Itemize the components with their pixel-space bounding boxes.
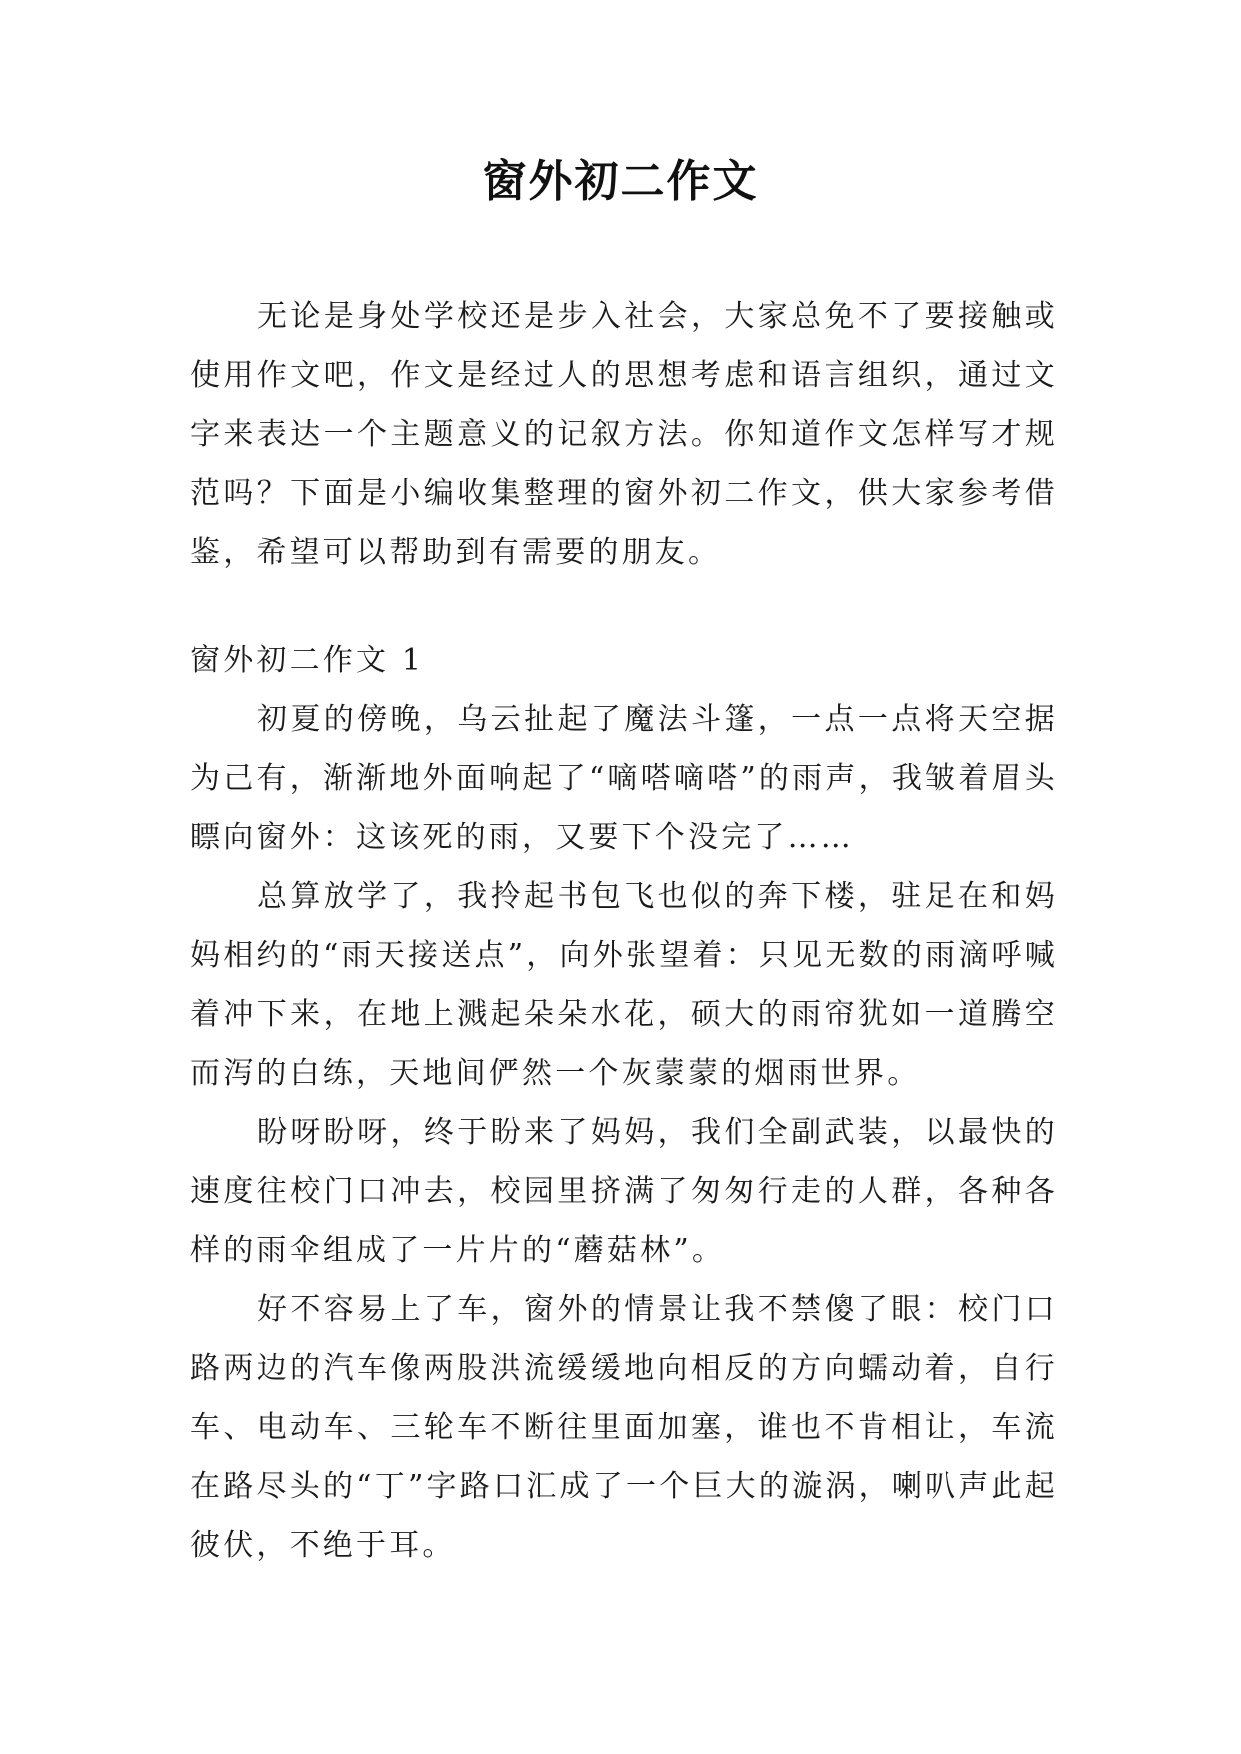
- section-gap: [190, 582, 1058, 631]
- body-paragraph-3: 盼呀盼呀，终于盼来了妈妈，我们全副武装，以最快的速度往校门口冲去，校园里挤满了匆匆行走的人群，各种各样的雨伞组成了一片片的“蘑菇林”。: [190, 1115, 1058, 1268]
- intro-paragraph: 无论是身处学校还是步入社会，大家总免不了要接触或使用作文吧，作文是经过人的思想考虑和语言组织，通过文字来表达一个主题意义的记叙方法。你知道作文怎样写才规范吗？下面是小编收集整理的窗外初二作文，供大家参考借鉴，希望可以帮助到有需要的朋友。: [190, 299, 1058, 570]
- document-body: [190, 287, 1058, 1575]
- section-heading: 窗外初二作文 1: [190, 643, 425, 678]
- body-paragraph-2: 总算放学了，我拎起书包飞也似的奔下楼，驻足在和妈妈相约的“雨天接送点”，向外张望着：只见无数的雨滴呼喊着冲下来，在地上溅起朵朵水花，硕大的雨帘犹如一道腾空而泻的白练，天地间俨然一个灰蒙蒙的烟雨世界。: [190, 879, 1058, 1091]
- body-paragraph-1: 初夏的傍晚，乌云扯起了魔法斗篷，一点一点将天空据为己有，渐渐地外面响起了“嘀嗒嘀嗒”的雨声，我皱着眉头瞟向窗外：这该死的雨，又要下个没完了……: [190, 702, 1058, 855]
- document-title: 窗外初二作文: [482, 156, 759, 207]
- body-paragraph-4: 好不容易上了车，窗外的情景让我不禁傻了眼：校门口路两边的汽车像两股洪流缓缓地向相反的方向蠕动着，自行车、电动车、三轮车不断往里面加塞，谁也不肯相让，车流在路尽头的“丁”字路口汇成了一个巨大的漩涡，喇叭声此起彼伏，不绝于耳。: [190, 1292, 1058, 1563]
